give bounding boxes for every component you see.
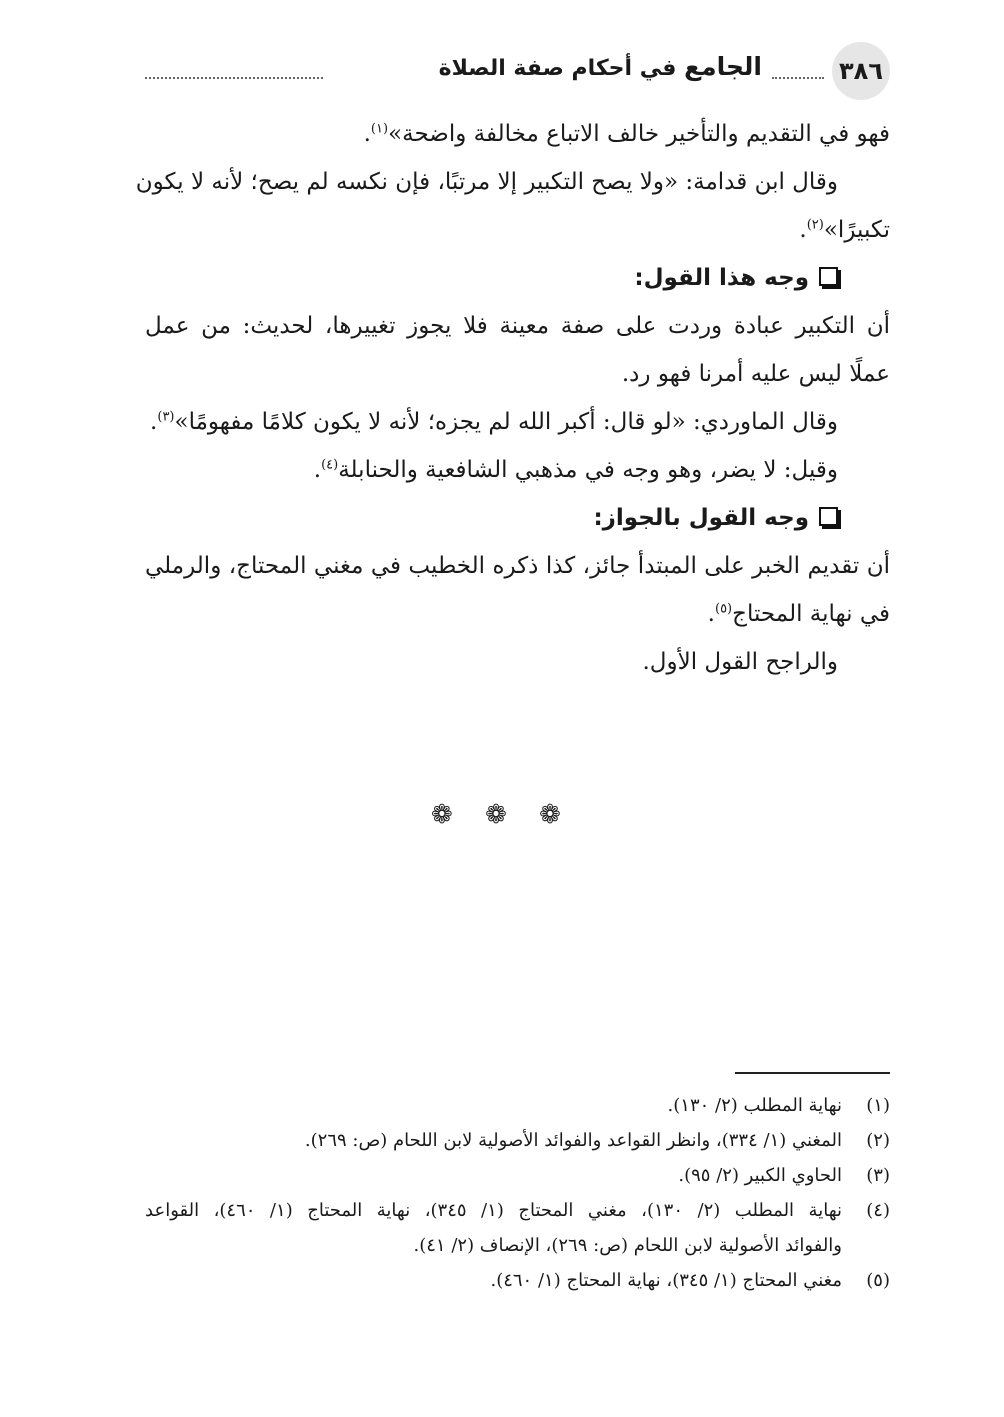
text-run: تكبيرًا»: [823, 217, 890, 243]
footnote-number: (٥): [866, 1270, 890, 1291]
checkbox-bullet-icon: [819, 267, 838, 286]
paragraph-line: أن تقديم الخبر على المبتدأ جائز، كذا ذكره الخطيب في مغني المحتاج، والرملي: [145, 553, 890, 579]
footnote-line: نهاية المطلب (٢/ ١٣٠).: [667, 1095, 842, 1116]
text-run: .: [150, 409, 158, 435]
main-text: [135, 110, 890, 686]
footnote-separator: [735, 1072, 890, 1074]
footnote-line: والفوائد الأصولية لابن اللحام (ص: ٢٦٩)، الإنصاف (٢/ ٤١).: [413, 1235, 842, 1256]
page-number: ٣٨٦: [832, 42, 890, 100]
footnote: [145, 1158, 890, 1193]
footnote-text: [145, 1158, 842, 1193]
text-run: .: [363, 121, 371, 147]
footnote-text: [145, 1123, 842, 1158]
text-run: في نهاية المحتاج: [732, 601, 890, 627]
footnote-text: [145, 1263, 842, 1298]
section-heading: [145, 254, 890, 302]
footnote: [145, 1193, 890, 1263]
paragraph-line: والراجح القول الأول.: [642, 649, 838, 675]
header-dotted-leader: [772, 77, 824, 79]
header-dotted-leader: [145, 77, 323, 79]
footnote: [145, 1263, 890, 1298]
text-run: .: [707, 601, 715, 627]
footnote-line: نهاية المطلب (٢/ ١٣٠)، مغني المحتاج (١/ ٣٤٥)، نهاية المحتاج (١/ ٤٦٠)، القواعد: [145, 1200, 843, 1221]
footnote-ref: (٢): [806, 217, 824, 233]
footnotes: [145, 1088, 890, 1298]
footnote-number: (١): [866, 1095, 890, 1116]
running-header: [145, 42, 890, 102]
footnote-line: مغني المحتاج (١/ ٣٤٥)، نهاية المحتاج (١/ ٤٦٠).: [490, 1270, 842, 1291]
footnote-number: (٢): [866, 1130, 890, 1151]
text-run: فهو في التقديم والتأخير خالف الاتباع مخالفة واضحة»: [388, 121, 890, 147]
text-run: .: [313, 457, 322, 483]
heading-text: وجه هذا القول:: [634, 265, 809, 291]
running-title-rest: في أحكام صفة الصلاة: [438, 56, 677, 81]
running-title-main: الجامع: [684, 52, 762, 81]
paragraph-line: [145, 110, 890, 158]
footnote-line: المغني (١/ ٣٣٤)، وانظر القواعد والفوائد الأصولية لابن اللحام (ص: ٢٦٩).: [304, 1130, 842, 1151]
paragraph-line: [145, 206, 890, 254]
checkbox-bullet-icon: [819, 507, 838, 526]
footnote-ref: (٥): [714, 601, 733, 617]
section-end-ornament: ❁ ❁ ❁: [431, 800, 573, 830]
footnote-ref: (٤): [321, 457, 339, 473]
text-run: وقال الماوردي: «لو قال: أكبر الله لم يجزه؛ لأنه لا يكون كلامًا مفهومًا»: [174, 409, 838, 435]
footnote-line: الحاوي الكبير (٢/ ٩٥).: [678, 1165, 842, 1186]
paragraph-line: عملًا ليس عليه أمرنا فهو رد.: [621, 361, 890, 387]
text-run: وقيل: لا يضر، وهو وجه في مذهبي الشافعية والحنابلة: [338, 457, 838, 483]
footnote-text: [145, 1193, 842, 1263]
paragraph-line: أن التكبير عبادة وردت على صفة معينة فلا يجوز تغييرها، لحديث: من عمل: [145, 313, 890, 339]
footnote-number: (٤): [866, 1200, 890, 1221]
paragraph-line: [145, 398, 890, 446]
footnote: [145, 1088, 890, 1123]
footnote-text: [145, 1088, 842, 1123]
running-title: [439, 52, 762, 81]
footnote: [145, 1123, 890, 1158]
paragraph-line: وقال ابن قدامة: «ولا يصح التكبير إلا مرتبًا، فإن نكسه لم يصح؛ لأنه لا يكون: [135, 169, 838, 195]
paragraph-line: [145, 446, 890, 494]
text-run: .: [799, 217, 807, 243]
heading-text: وجه القول بالجواز:: [593, 505, 809, 531]
footnote-number: (٣): [866, 1165, 890, 1186]
section-heading: [145, 494, 890, 542]
footnote-ref: (٣): [157, 409, 175, 425]
paragraph-line: [145, 590, 890, 638]
footnote-ref: (١): [370, 121, 389, 137]
